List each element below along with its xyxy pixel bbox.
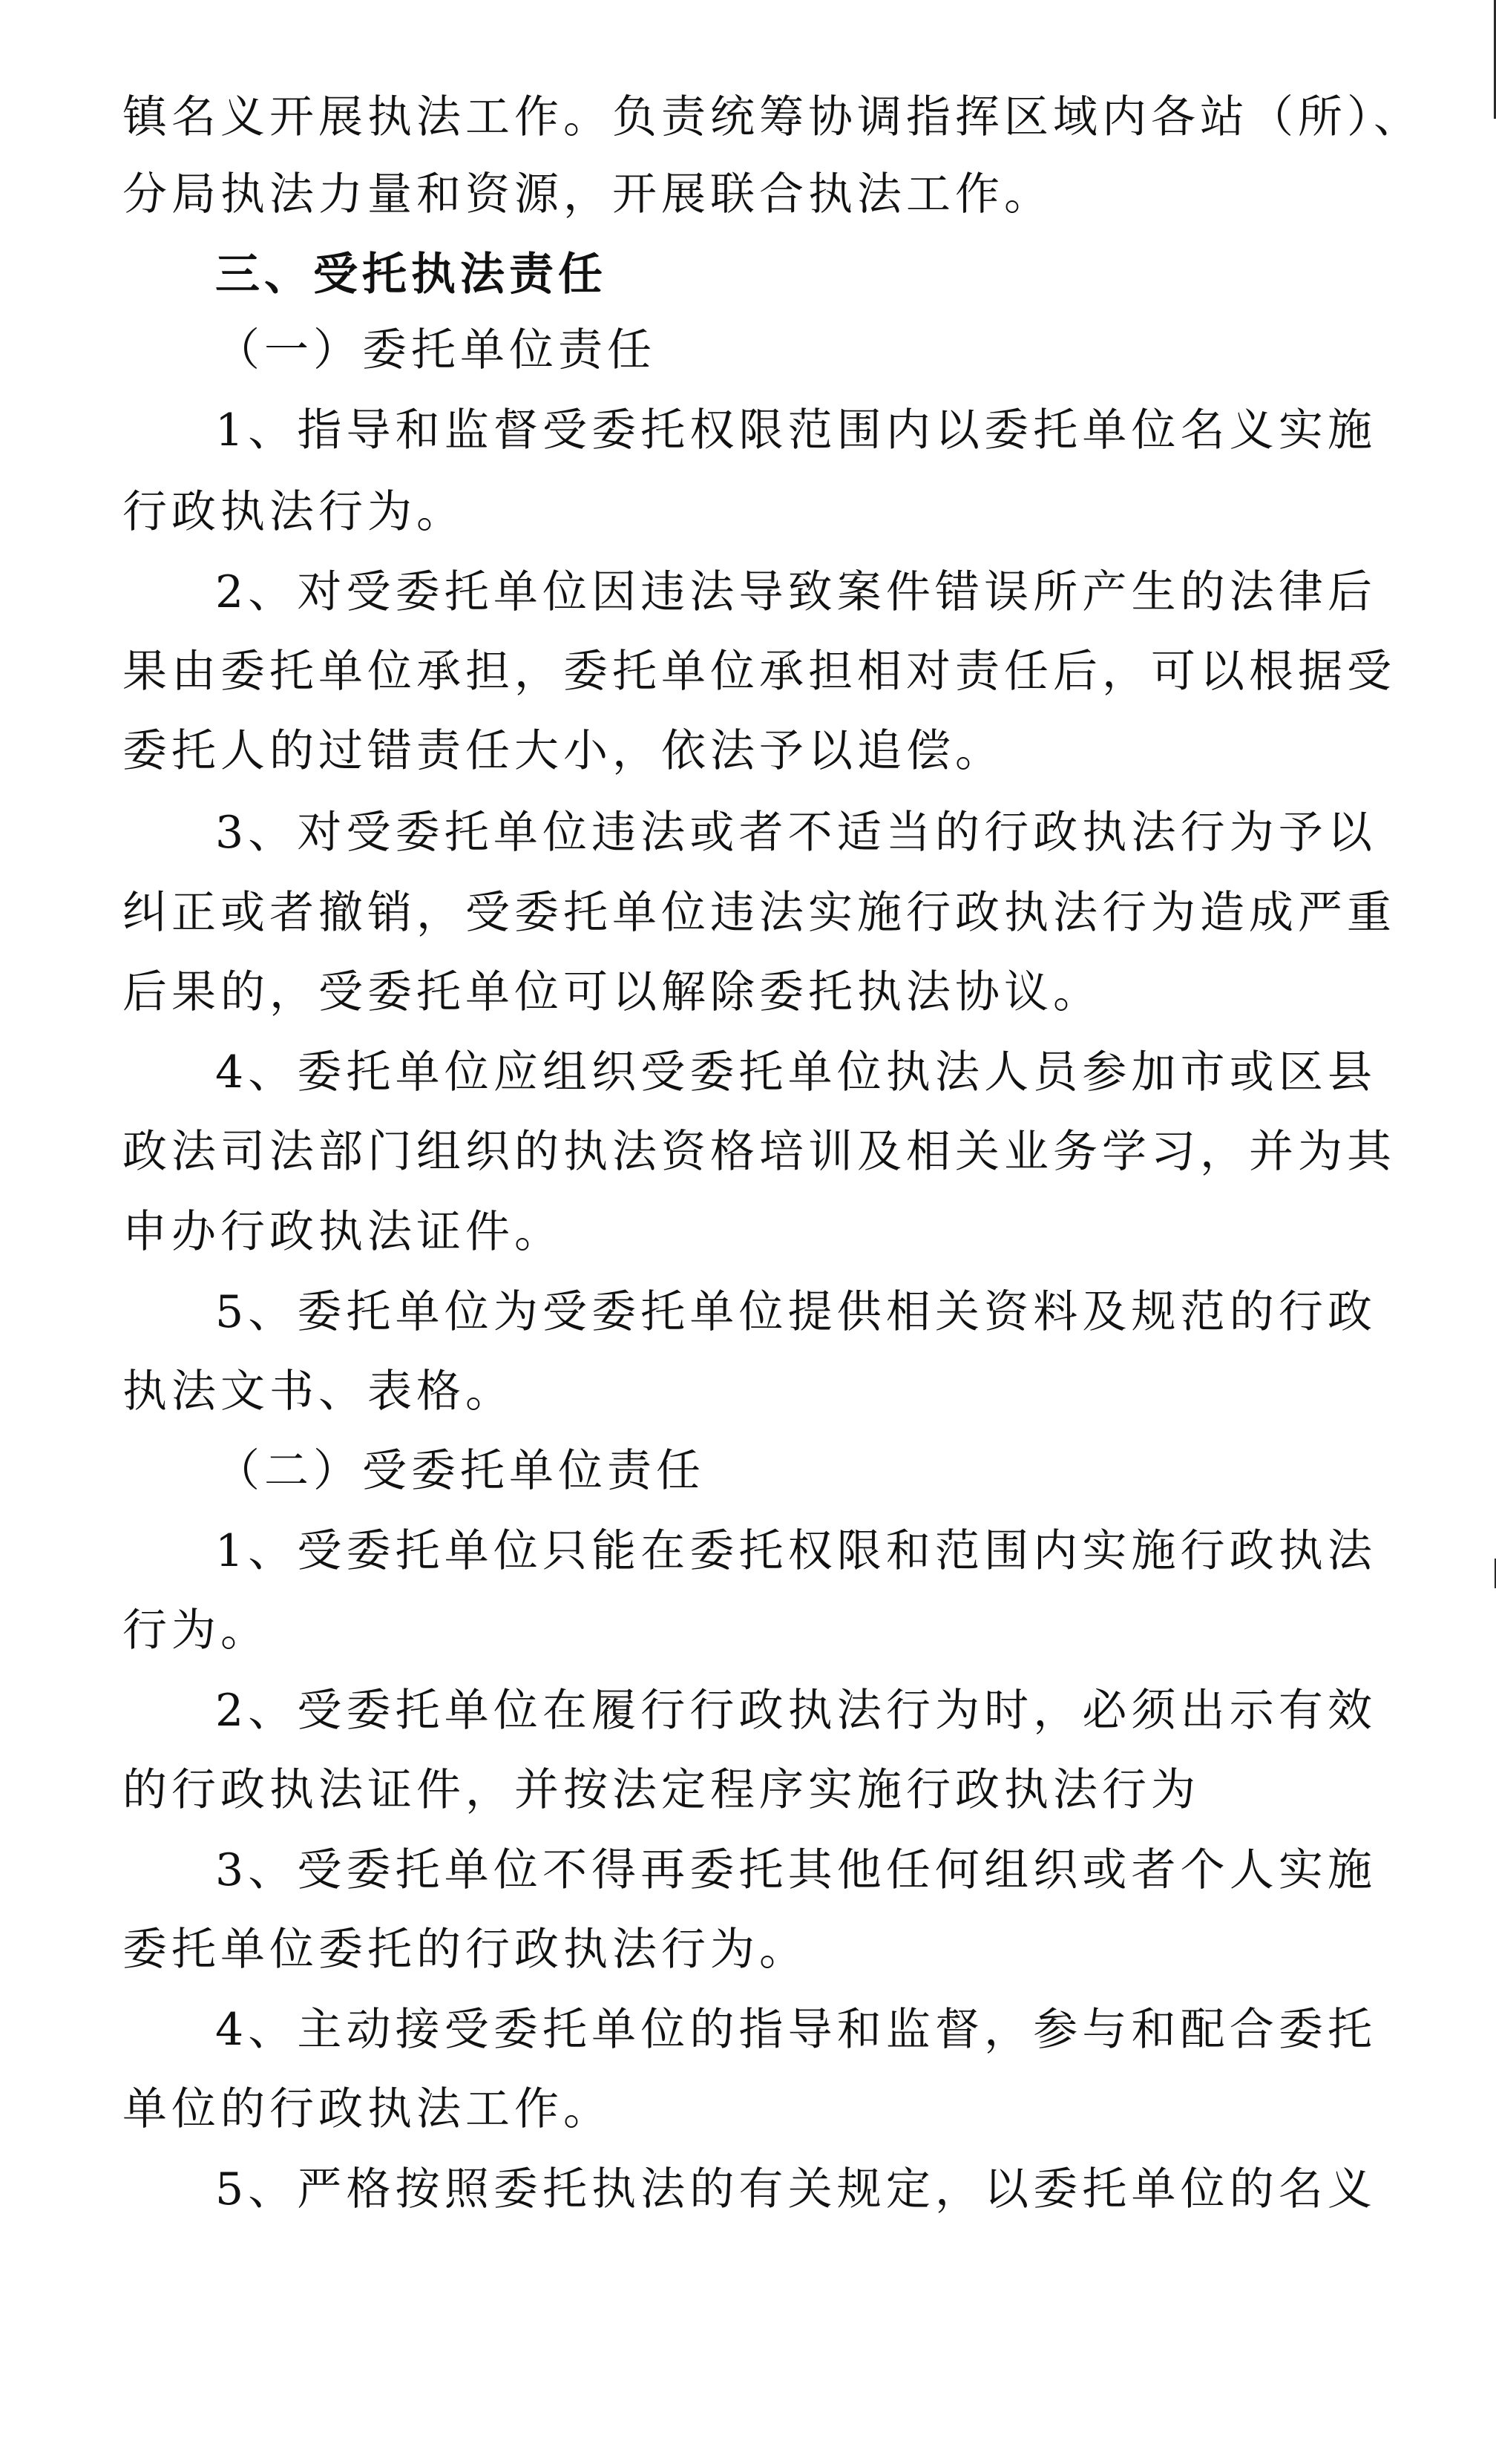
paragraph-line: 的行政执法证件，并按法定程序实施行政执法行为 — [122, 1764, 1200, 1816]
paragraph-line: 1、指导和监督受委托权限范围内以委托单位名义实施 — [215, 404, 1377, 456]
paragraph-line: 果由委托单位承担，委托单位承担相对责任后，可以根据受 — [122, 646, 1396, 698]
paragraph-line: 政法司法部门组织的执法资格培训及相关业务学习，并为其 — [122, 1126, 1396, 1178]
paragraph-line: 镇名义开展执法工作。负责统筹协调指挥区域内各站（所）、 — [122, 91, 1423, 143]
paragraph-line: 3、受委托单位不得再委托其他任何组织或者个人实施 — [215, 1844, 1377, 1896]
paragraph-line: 单位的行政执法工作。 — [122, 2083, 612, 2135]
paragraph-line: 申办行政执法证件。 — [122, 1206, 563, 1258]
paragraph-line: 2、对受委托单位因违法导致案件错误所产生的法律后 — [215, 566, 1377, 618]
paragraph-line: 纠正或者撤销，受委托单位违法实施行政执法行为造成严重 — [122, 887, 1396, 939]
paragraph-line: 委托单位委托的行政执法行为。 — [122, 1924, 808, 1976]
paragraph-line: 行为。 — [122, 1605, 269, 1657]
paragraph-line: 4、委托单位应组织受委托单位执法人员参加市或区县 — [215, 1046, 1377, 1098]
section-heading: 三、受托执法责任 — [215, 249, 607, 301]
paragraph-line: 后果的，受委托单位可以解除委托执法协议。 — [122, 966, 1102, 1018]
paragraph-line: 4、主动接受委托单位的指导和监督，参与和配合委托 — [215, 2004, 1377, 2056]
paragraph-line: 执法文书、表格。 — [122, 1366, 514, 1418]
paragraph-line: 2、受委托单位在履行行政执法行为时，必须出示有效 — [215, 1685, 1377, 1737]
paragraph-line: 5、委托单位为受委托单位提供相关资料及规范的行政 — [215, 1286, 1377, 1338]
paragraph-line: 分局执法力量和资源，开展联合执法工作。 — [122, 168, 1053, 220]
subsection-heading: （一）委托单位责任 — [215, 324, 656, 376]
paragraph-line: 5、严格按照委托执法的有关规定，以委托单位的名义 — [215, 2163, 1377, 2215]
subsection-heading: （二）受委托单位责任 — [215, 1445, 705, 1497]
paragraph-line: 委托人的过错责任大小，依法予以追偿。 — [122, 725, 1004, 777]
paragraph-line: 3、对受委托单位违法或者不适当的行政执法行为予以 — [215, 807, 1377, 859]
paragraph-line: 1、受委托单位只能在委托权限和范围内实施行政执法 — [215, 1525, 1377, 1577]
paragraph-line: 行政执法行为。 — [122, 486, 465, 538]
